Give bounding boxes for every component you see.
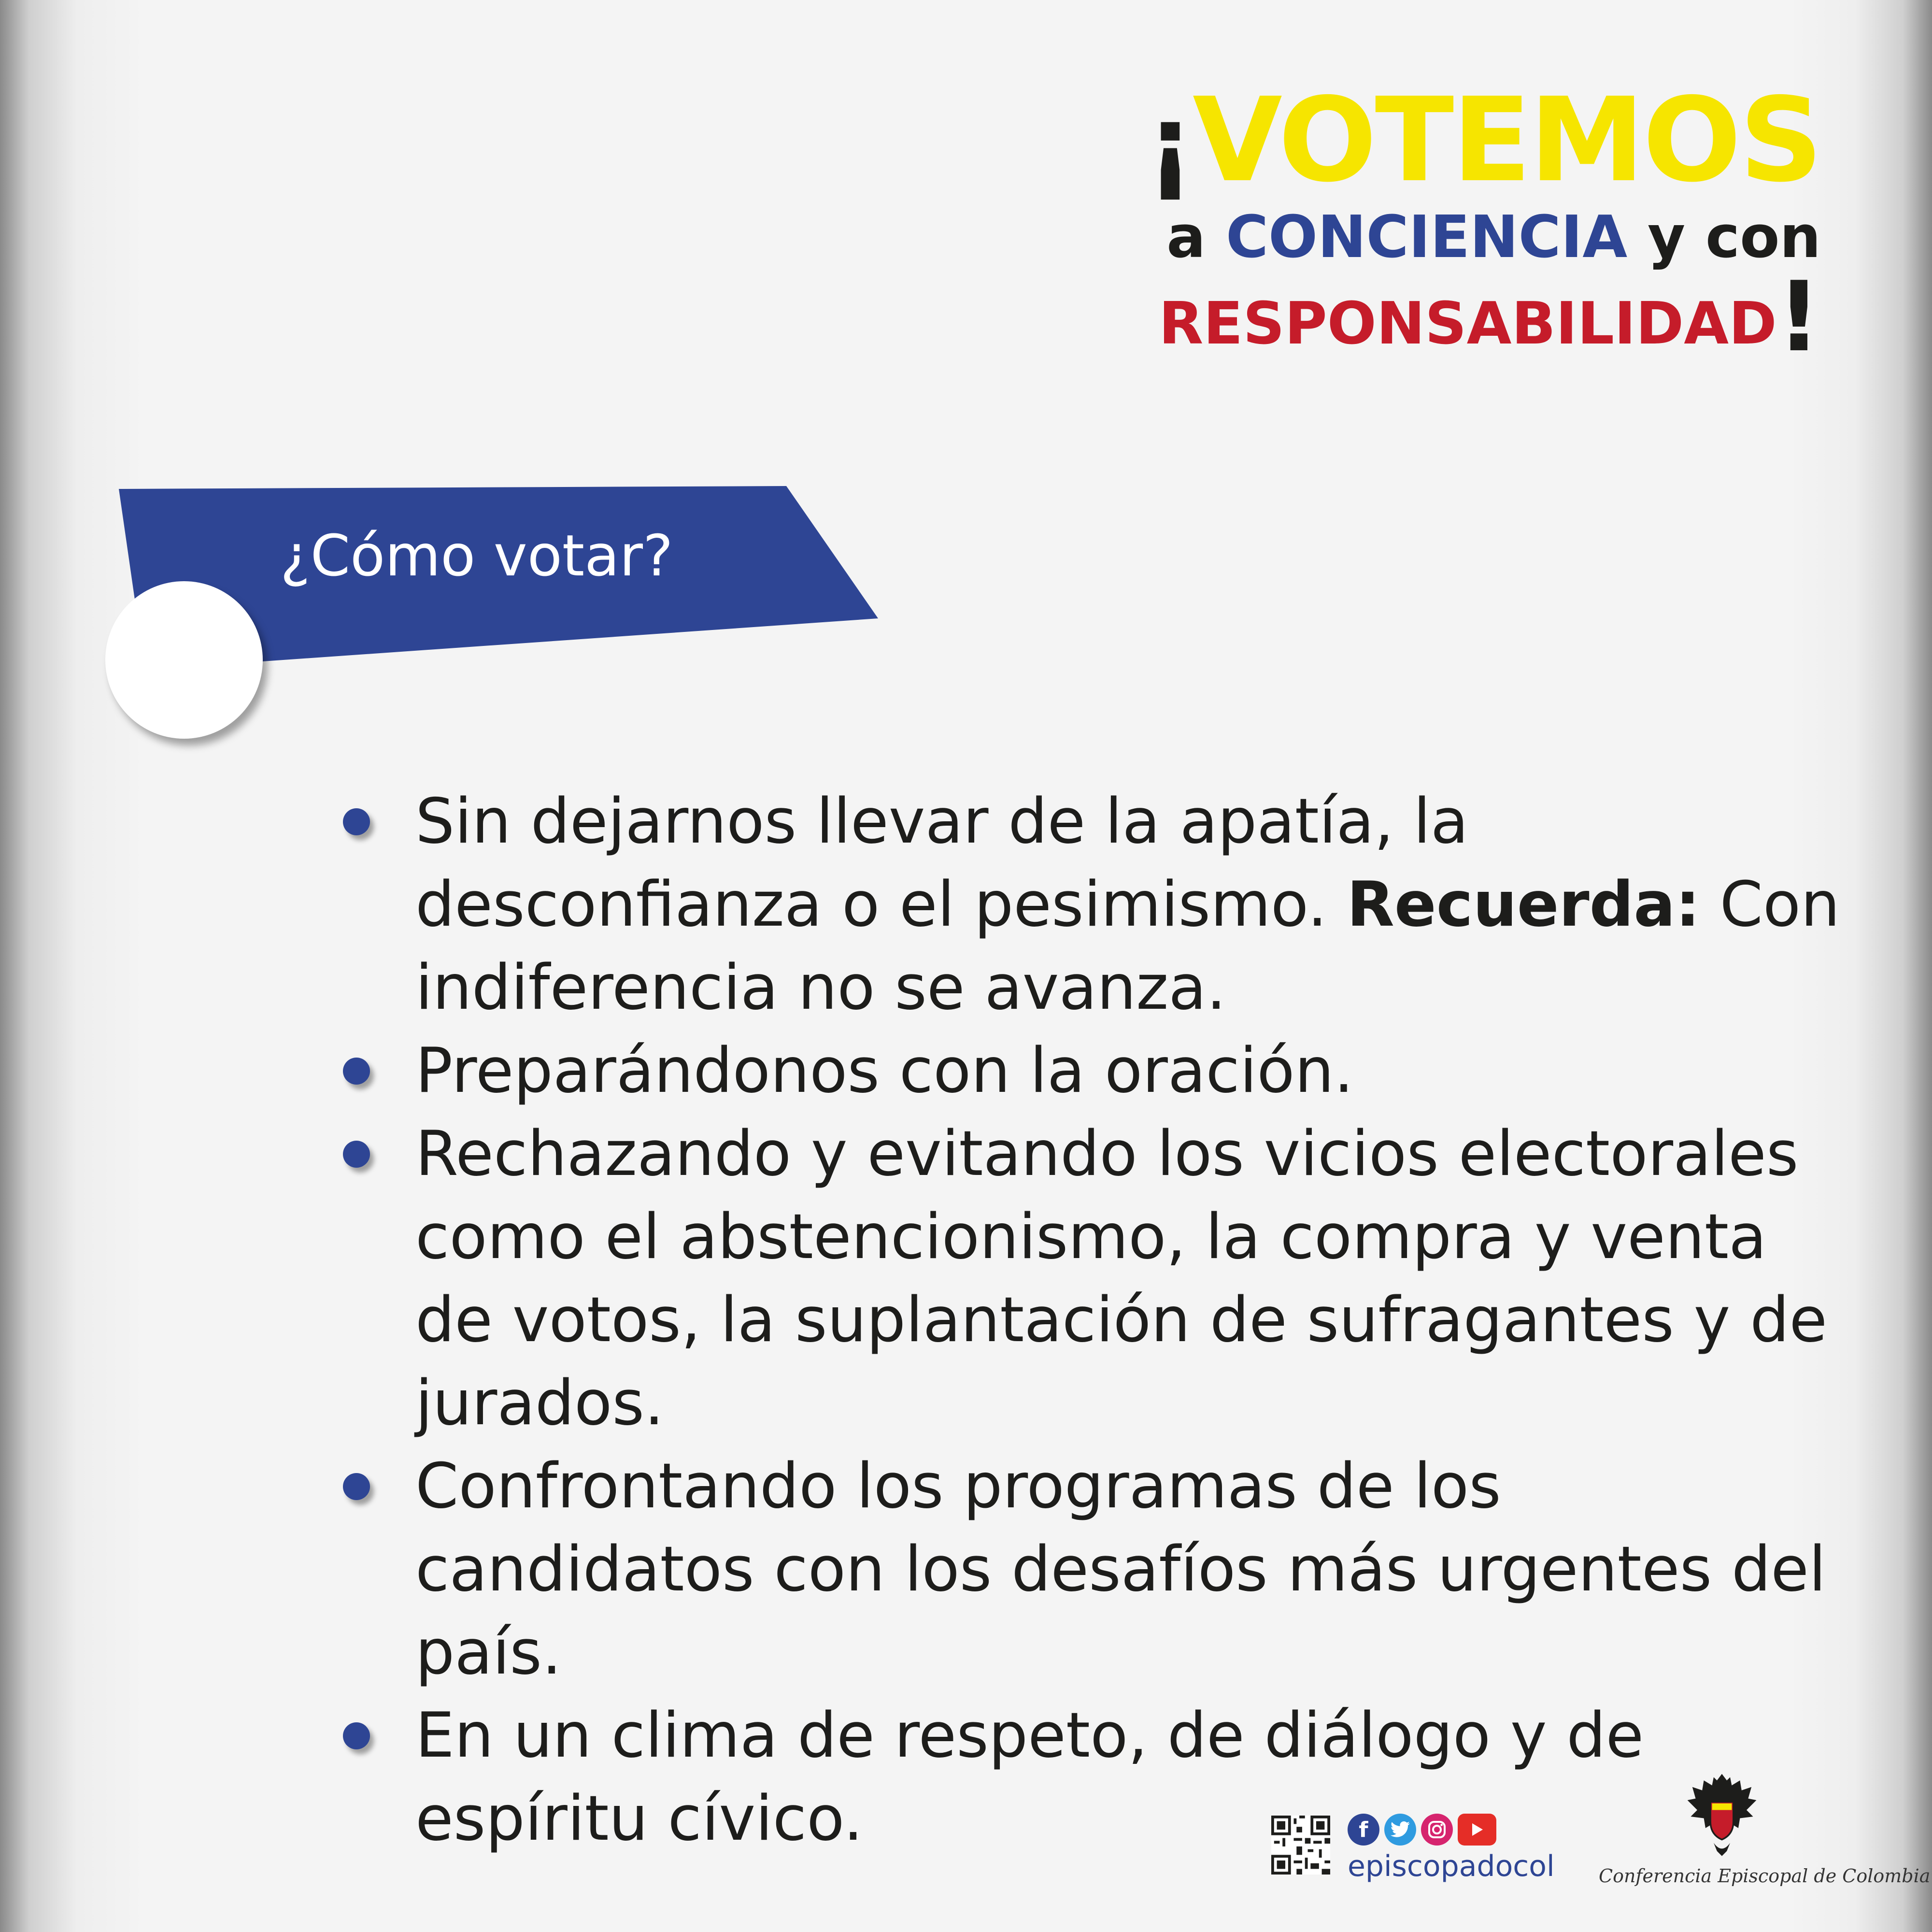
banner-title: ¿Cómo votar? xyxy=(280,522,673,589)
bullet-dot-icon xyxy=(343,1058,370,1085)
bullet-text: Rechazando y evitando los vicios electorales como el abstencionismo, la compra y venta de votos, la suplantación de sufragantes y de jurados. xyxy=(415,1118,1828,1439)
bullet-dot-icon xyxy=(343,1722,370,1749)
social-icons xyxy=(1348,1814,1496,1846)
bullet-dot-icon xyxy=(343,1141,370,1168)
qr-code-icon xyxy=(1271,1816,1330,1875)
bullet-text-after: Con indiferencia no se avanza. xyxy=(415,869,1840,1024)
bullet-text: Confrontando los programas de los candidatos con los desafíos más urgentes del país. xyxy=(415,1450,1826,1689)
list-item xyxy=(415,1030,1845,1113)
instagram-icon[interactable] xyxy=(1421,1814,1453,1846)
list-item xyxy=(415,1113,1845,1445)
conciencia-word: CONCIENCIA xyxy=(1225,204,1628,271)
inverted-exclamation: ¡ xyxy=(1146,82,1193,205)
social-handle[interactable]: episcopadocol xyxy=(1348,1849,1555,1883)
bullet-bold: Recuerda: xyxy=(1347,869,1700,941)
responsabilidad-word: RESPONSABILIDAD xyxy=(1158,290,1777,358)
list-item xyxy=(415,1694,1845,1860)
bullet-dot-icon xyxy=(343,808,370,835)
bullet-dot-icon xyxy=(343,1473,370,1500)
line2-suffix: y con xyxy=(1647,204,1821,271)
eagle-crest-icon xyxy=(1681,1768,1763,1860)
list-item xyxy=(415,1445,1845,1694)
organization-name: Conferencia Episcopal de Colombia xyxy=(1599,1865,1931,1887)
banner-circle xyxy=(105,581,263,739)
facebook-icon[interactable]: f xyxy=(1348,1814,1379,1846)
line2-prefix: a xyxy=(1166,204,1206,271)
youtube-icon[interactable] xyxy=(1458,1814,1496,1846)
bullet-text: En un clima de respeto, de diálogo y de espíritu cívico. xyxy=(415,1700,1644,1855)
exclamation-mark: ! xyxy=(1776,261,1821,373)
twitter-icon[interactable] xyxy=(1384,1814,1416,1846)
bullet-text: Sin dejarnos llevar de la apatía, la desconfianza o el pesimismo. xyxy=(415,786,1469,941)
bullet-text: Preparándonos con la oración. xyxy=(415,1035,1354,1107)
list-item xyxy=(415,780,1845,1030)
votemos-word: VOTEMOS xyxy=(1193,72,1821,208)
voting-tips-list xyxy=(415,780,1845,1860)
